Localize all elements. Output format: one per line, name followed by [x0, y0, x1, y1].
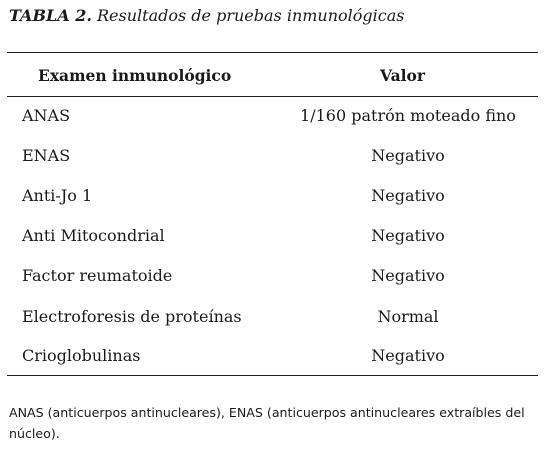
table-caption	[9, 6, 404, 25]
table-bottom-rule	[7, 375, 538, 376]
exam-name-cell: ENAS	[22, 146, 71, 165]
exam-value-cell: Negativo	[371, 226, 445, 245]
table-top-rule	[7, 52, 538, 53]
table-row	[0, 266, 553, 286]
exam-name-cell: Crioglobulinas	[22, 346, 141, 365]
exam-name-cell: Electroforesis de proteínas	[22, 307, 242, 326]
table-row	[0, 186, 553, 206]
exam-name-cell: Anti Mitocondrial	[22, 226, 165, 245]
exam-value-cell: Negativo	[371, 186, 445, 205]
table-row	[0, 346, 553, 366]
exam-name-cell: ANAS	[22, 106, 71, 125]
table-caption-text: Resultados de pruebas inmunológicas	[97, 6, 405, 25]
column-header-exam: Examen inmunológico	[38, 66, 232, 85]
exam-name-cell: Factor reumatoide	[22, 266, 173, 285]
exam-value-cell: Negativo	[371, 146, 445, 165]
exam-value-cell: 1/160 patrón moteado fino	[300, 106, 516, 125]
exam-value-cell: Normal	[377, 307, 439, 326]
exam-value-cell: Negativo	[371, 266, 445, 285]
column-header-value: Valor	[380, 66, 426, 85]
table-row	[0, 146, 553, 166]
table-row	[0, 226, 553, 246]
exam-value-cell: Negativo	[371, 346, 445, 365]
table-row	[0, 307, 553, 327]
table-header-rule	[7, 96, 538, 97]
table-caption-label: TABLA 2.	[9, 6, 92, 25]
table-footnote: ANAS (anticuerpos antinucleares), ENAS (anticuerpos antinucleares extraíbles del núcleo).	[9, 405, 525, 441]
table-row	[0, 106, 553, 126]
exam-name-cell: Anti-Jo 1	[22, 186, 93, 205]
